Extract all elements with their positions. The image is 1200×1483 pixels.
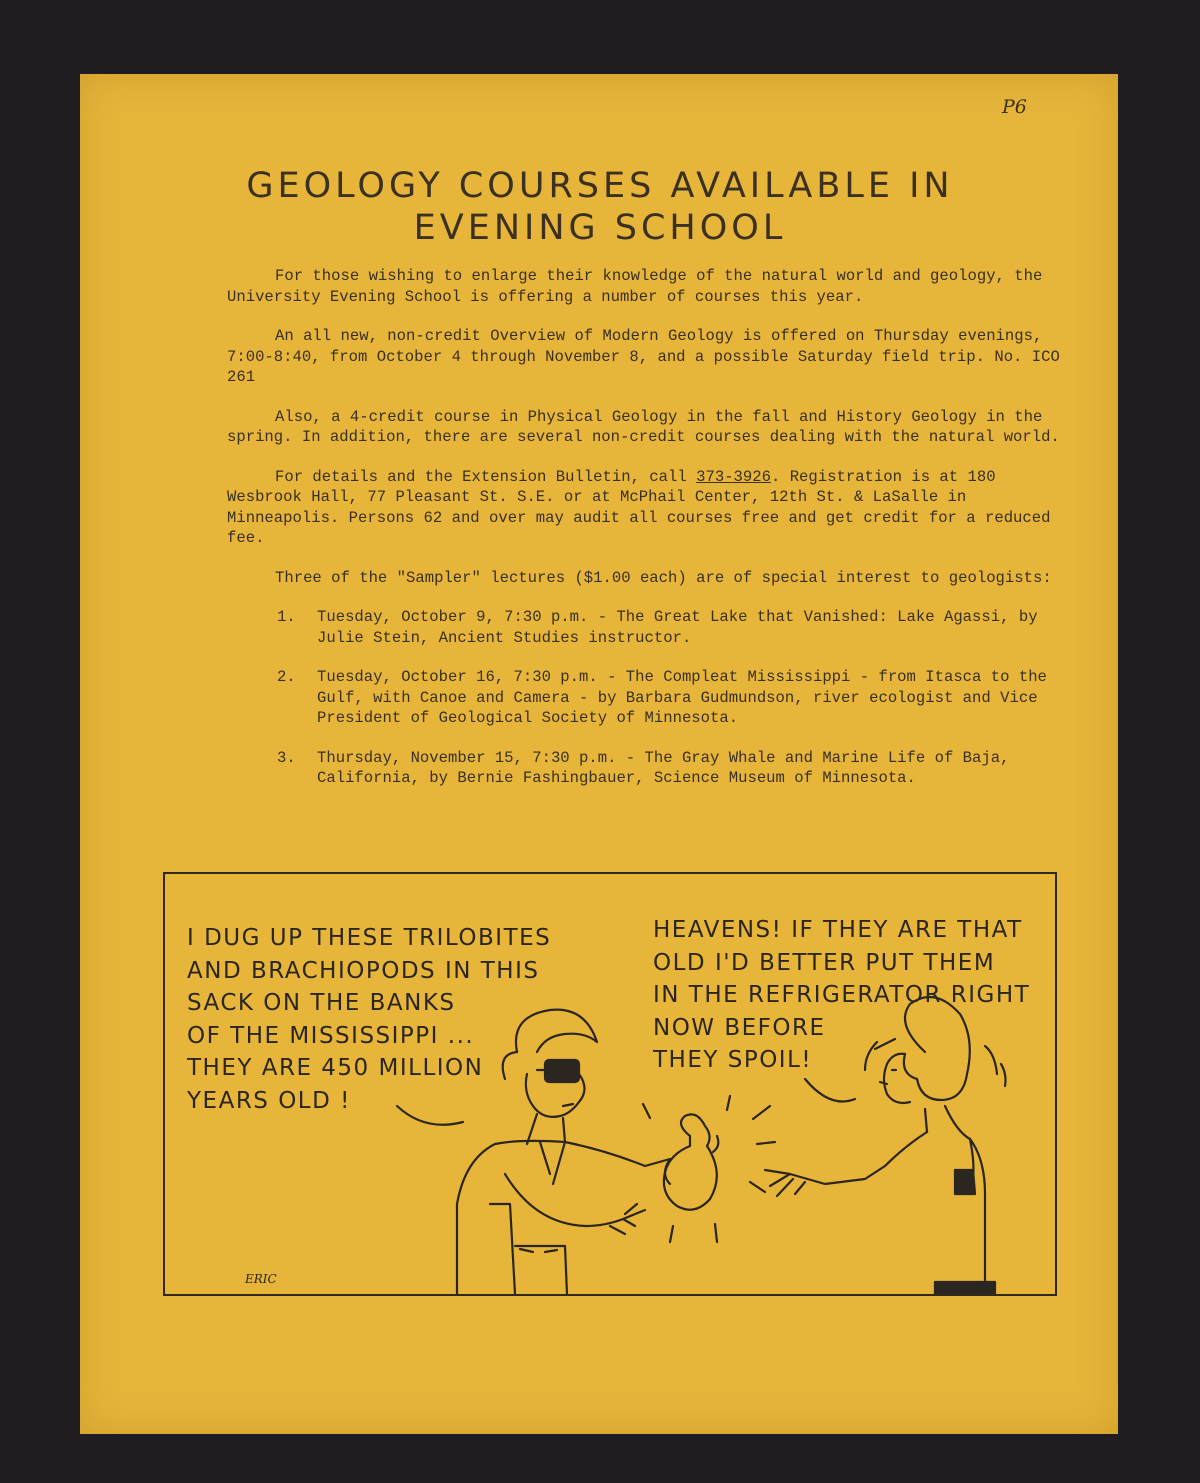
lecture-number: 3. xyxy=(277,748,296,767)
intro-paragraph: For those wishing to enlarge their knowledge of the natural world and geology, the University Evening School is offering a number of courses this year. xyxy=(227,267,1043,306)
lecture-text: Tuesday, October 9, 7:30 p.m. - The Great Lake that Vanished: Lake Agassi, by Julie Stein, Ancient Studies instructor. xyxy=(317,608,1038,647)
overview-paragraph: An all new, non-credit Overview of Modern Geology is offered on Thursday evenings, 7:00-8:40, from October 4 through November 8, and a possible Saturday field trip. No. ICO 261 xyxy=(227,327,1060,386)
man-back xyxy=(457,1144,495,1294)
trilobite-bag xyxy=(664,1114,717,1209)
lecture-text: Thursday, November 15, 7:30 p.m. - The Gray Whale and Marine Life of Baja, California, by Bernie Fashingbauer, Science Museum of Minnesota. xyxy=(317,748,1010,787)
list-item xyxy=(277,607,1067,648)
credit-course-paragraph: Also, a 4-credit course in Physical Geology in the fall and History Geology in the spring. In addition, there are several non-credit courses dealing with the natural world. xyxy=(227,407,1060,446)
woman-body xyxy=(925,1106,985,1294)
lecture-number: 2. xyxy=(277,668,296,686)
list-item xyxy=(277,667,1067,729)
article-body xyxy=(227,266,1067,808)
lecture-list xyxy=(227,607,1067,789)
title-line-1: GEOLOGY COURSES AVAILABLE IN xyxy=(246,166,954,206)
cartoon-panel xyxy=(163,872,1057,1296)
title-line-2: EVENING SCHOOL xyxy=(413,208,787,248)
lecture-number: 1. xyxy=(277,608,296,626)
speech-tail-right xyxy=(805,1079,855,1102)
details-text-start: For details and the Extension Bulletin, call xyxy=(275,467,697,486)
speech-bubble-woman: HEAVENS! IF THEY ARE THAT OLD I'D BETTER PUT THEM IN THE REFRIGERATOR RIGHT NOW BEFORE THEY SPOIL! xyxy=(653,917,1031,1073)
man-arm-point xyxy=(505,1174,623,1226)
artist-signature: ERIC xyxy=(245,1272,277,1286)
page-number-mark: P6 xyxy=(1002,96,1027,118)
sampler-paragraph: Three of the "Sampler" lectures ($1.00 each) are of special interest to geologists: xyxy=(275,568,1052,587)
page-title xyxy=(120,165,1080,249)
details-text-end: . Registration is at 180 Wesbrook Hall, 77 Pleasant St. S.E. or at McPhail Center, 12th St. & LaSalle in Minneapolis. Persons 62 and over may audit all courses free and get credit for a reduced fee. xyxy=(227,467,1051,547)
man-shoulders xyxy=(495,1141,670,1166)
lecture-text: Tuesday, October 16, 7:30 p.m. - The Compleat Mississippi - from Itasca to the Gulf, with Canoe and Camera - by Barbara Gudmundson, river ecologist and Vice President of Geological Society of Minnesota. xyxy=(317,668,1047,727)
details-paragraph xyxy=(227,467,1067,549)
speech-bubble-man: I DUG UP THESE TRILOBITES AND BRACHIOPODS IN THIS SACK ON THE BANKS OF THE MISSISSIPPI ... THEY ARE 450 MILLION YEARS OLD ! xyxy=(187,925,552,1114)
woman-arm xyxy=(790,1132,927,1184)
phone-number: 373-3926 xyxy=(696,467,771,486)
list-item xyxy=(277,748,1067,789)
